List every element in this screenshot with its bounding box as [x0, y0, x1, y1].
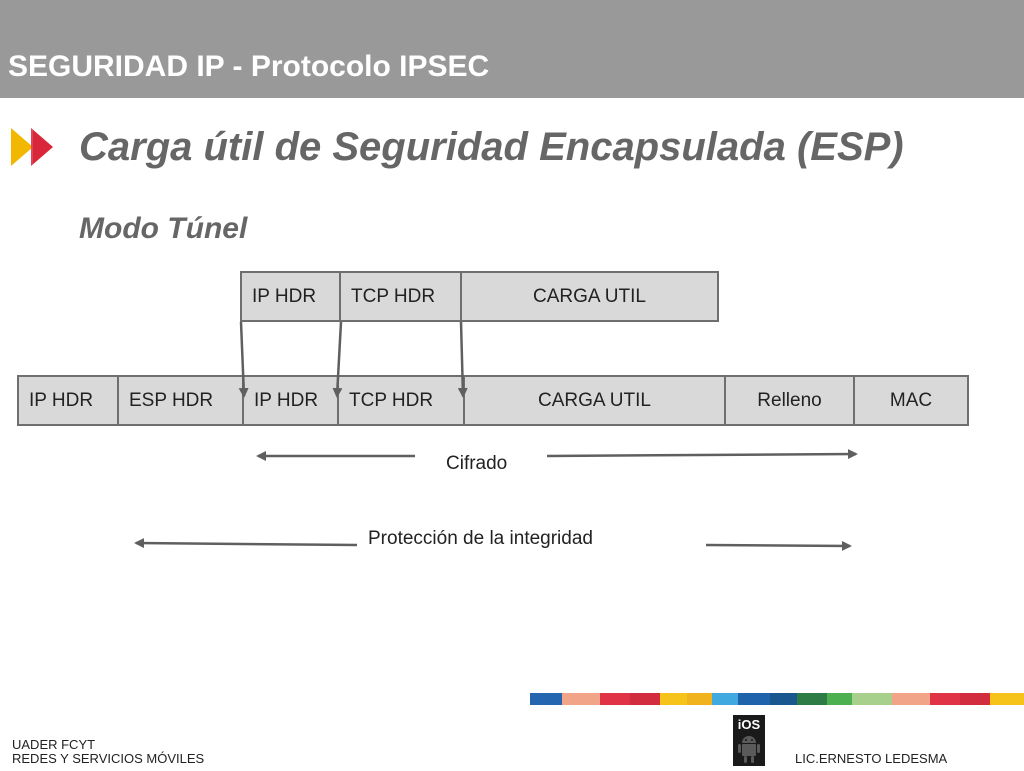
packet-payload: CARGA UTIL — [460, 271, 719, 322]
svg-text:iOS: iOS — [737, 717, 761, 732]
packet-ip-hdr: IP HDR — [240, 271, 341, 322]
cifrado-arrow-right — [547, 454, 856, 456]
footer-author: LIC.ERNESTO LEDESMA — [795, 751, 948, 766]
esp-padding: Relleno — [724, 375, 855, 426]
header-title: SEGURIDAD IP - Protocolo IPSEC — [8, 50, 490, 83]
ios-android-icon — [733, 715, 765, 766]
esp-outer-ip-hdr: IP HDR — [17, 375, 119, 426]
cifrado-label: Cifrado — [446, 453, 508, 474]
esp-mac: MAC — [853, 375, 969, 426]
integridad-arrow-left — [136, 543, 357, 545]
packet-tcp-hdr: TCP HDR — [339, 271, 462, 322]
footer-org-line2: REDES Y SERVICIOS MÓVILES — [12, 751, 205, 766]
slide-subtitle: Modo Túnel — [79, 212, 248, 245]
double-chevron-bullet-icon — [11, 126, 55, 168]
integridad-label: Protección de la integridad — [368, 528, 593, 549]
integridad-arrow-right — [706, 545, 850, 546]
esp-payload: CARGA UTIL — [463, 375, 726, 426]
esp-inner-ip-hdr: IP HDR — [242, 375, 339, 426]
esp-hdr: ESP HDR — [117, 375, 244, 426]
slide-title: Carga útil de Seguridad Encapsulada (ESP) — [79, 125, 904, 169]
esp-tcp-hdr: TCP HDR — [337, 375, 465, 426]
footer-org-line1: UADER FCYT — [12, 737, 96, 752]
slide-header — [0, 0, 1024, 98]
